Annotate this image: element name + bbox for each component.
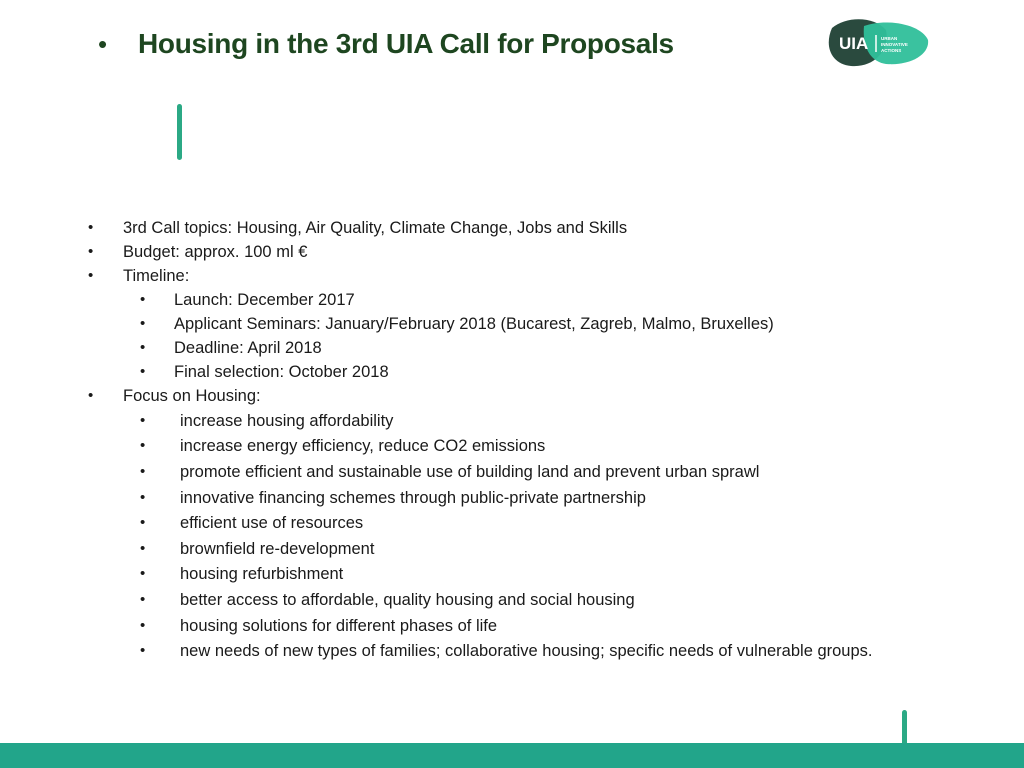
focus-item-text: housing solutions for different phases of life bbox=[180, 616, 498, 635]
focus-item bbox=[88, 408, 872, 434]
focus-bullet-dot: • bbox=[140, 565, 146, 583]
bullet-dot: • bbox=[88, 267, 94, 284]
focus-item-text: better access to affordable, quality housing and social housing bbox=[180, 590, 635, 609]
bullet-budget bbox=[88, 240, 872, 264]
focus-item-text: efficient use of resources bbox=[180, 514, 364, 533]
focus-bullet-dot: • bbox=[140, 411, 146, 429]
bullet-text: Budget: approx. 100 ml € bbox=[123, 243, 308, 261]
bullet-text: Focus on Housing: bbox=[123, 387, 261, 405]
focus-item bbox=[88, 638, 872, 664]
focus-item bbox=[88, 536, 872, 562]
accent-bar-top bbox=[177, 104, 182, 160]
sub-bullet-dot: • bbox=[140, 315, 146, 332]
sub-bullet-dot: • bbox=[140, 291, 146, 308]
bullet-dot: • bbox=[88, 387, 94, 404]
bullet-timeline bbox=[88, 264, 872, 288]
title-row bbox=[98, 28, 674, 60]
bullet-list bbox=[88, 216, 872, 664]
logo-line-2: INNOVATIVE bbox=[881, 42, 908, 47]
focus-item bbox=[88, 434, 872, 460]
timeline-item-text: Final selection: October 2018 bbox=[174, 363, 389, 381]
timeline-item-text: Deadline: April 2018 bbox=[174, 339, 322, 357]
focus-item bbox=[88, 459, 872, 485]
timeline-item bbox=[88, 360, 872, 384]
bullet-focus bbox=[88, 384, 872, 408]
focus-bullet-dot: • bbox=[140, 590, 146, 608]
focus-bullet-dot: • bbox=[140, 514, 146, 532]
focus-item bbox=[88, 485, 872, 511]
footer-band bbox=[0, 743, 1024, 768]
logo-line-1: URBAN bbox=[881, 36, 898, 41]
sub-bullet-dot: • bbox=[140, 339, 146, 356]
timeline-item bbox=[88, 312, 872, 336]
focus-item-text: increase energy efficiency, reduce CO2 emissions bbox=[180, 437, 546, 456]
title-bullet: • bbox=[98, 28, 108, 59]
focus-bullet-dot: • bbox=[140, 488, 146, 506]
uia-logo bbox=[826, 18, 931, 70]
bullet-text: 3rd Call topics: Housing, Air Quality, Climate Change, Jobs and Skills bbox=[123, 219, 628, 237]
bullet-topics bbox=[88, 216, 872, 240]
focus-item bbox=[88, 587, 872, 613]
bullet-dot: • bbox=[88, 219, 94, 236]
focus-bullet-dot: • bbox=[140, 437, 146, 455]
focus-item bbox=[88, 562, 872, 588]
focus-bullet-dot: • bbox=[140, 616, 146, 634]
focus-bullet-dot: • bbox=[140, 539, 146, 557]
focus-item-text: new needs of new types of families; collaborative housing; specific needs of vulnerable groups. bbox=[180, 642, 873, 661]
timeline-item bbox=[88, 288, 872, 312]
logo-line-3: ACTIONS bbox=[881, 48, 902, 53]
focus-item-text: promote efficient and sustainable use of building land and prevent urban sprawl bbox=[180, 462, 760, 481]
focus-item bbox=[88, 510, 872, 536]
focus-item bbox=[88, 613, 872, 639]
focus-item-text: housing refurbishment bbox=[180, 565, 344, 584]
logo-mark: UIA bbox=[839, 34, 869, 53]
bullet-dot: • bbox=[88, 243, 94, 260]
timeline-item-text: Applicant Seminars: January/February 2018 (Bucarest, Zagreb, Malmo, Bruxelles) bbox=[174, 315, 774, 333]
timeline-item bbox=[88, 336, 872, 360]
focus-bullet-dot: • bbox=[140, 642, 146, 660]
page-title: Housing in the 3rd UIA Call for Proposals bbox=[138, 28, 674, 59]
focus-item-text: brownfield re-development bbox=[180, 539, 375, 558]
timeline-item-text: Launch: December 2017 bbox=[174, 291, 355, 309]
focus-item-text: innovative financing schemes through public-private partnership bbox=[180, 488, 646, 507]
sub-bullet-dot: • bbox=[140, 363, 146, 380]
focus-item-text: increase housing affordability bbox=[180, 411, 394, 430]
focus-bullet-dot: • bbox=[140, 462, 146, 480]
bullet-text: Timeline: bbox=[123, 267, 190, 285]
